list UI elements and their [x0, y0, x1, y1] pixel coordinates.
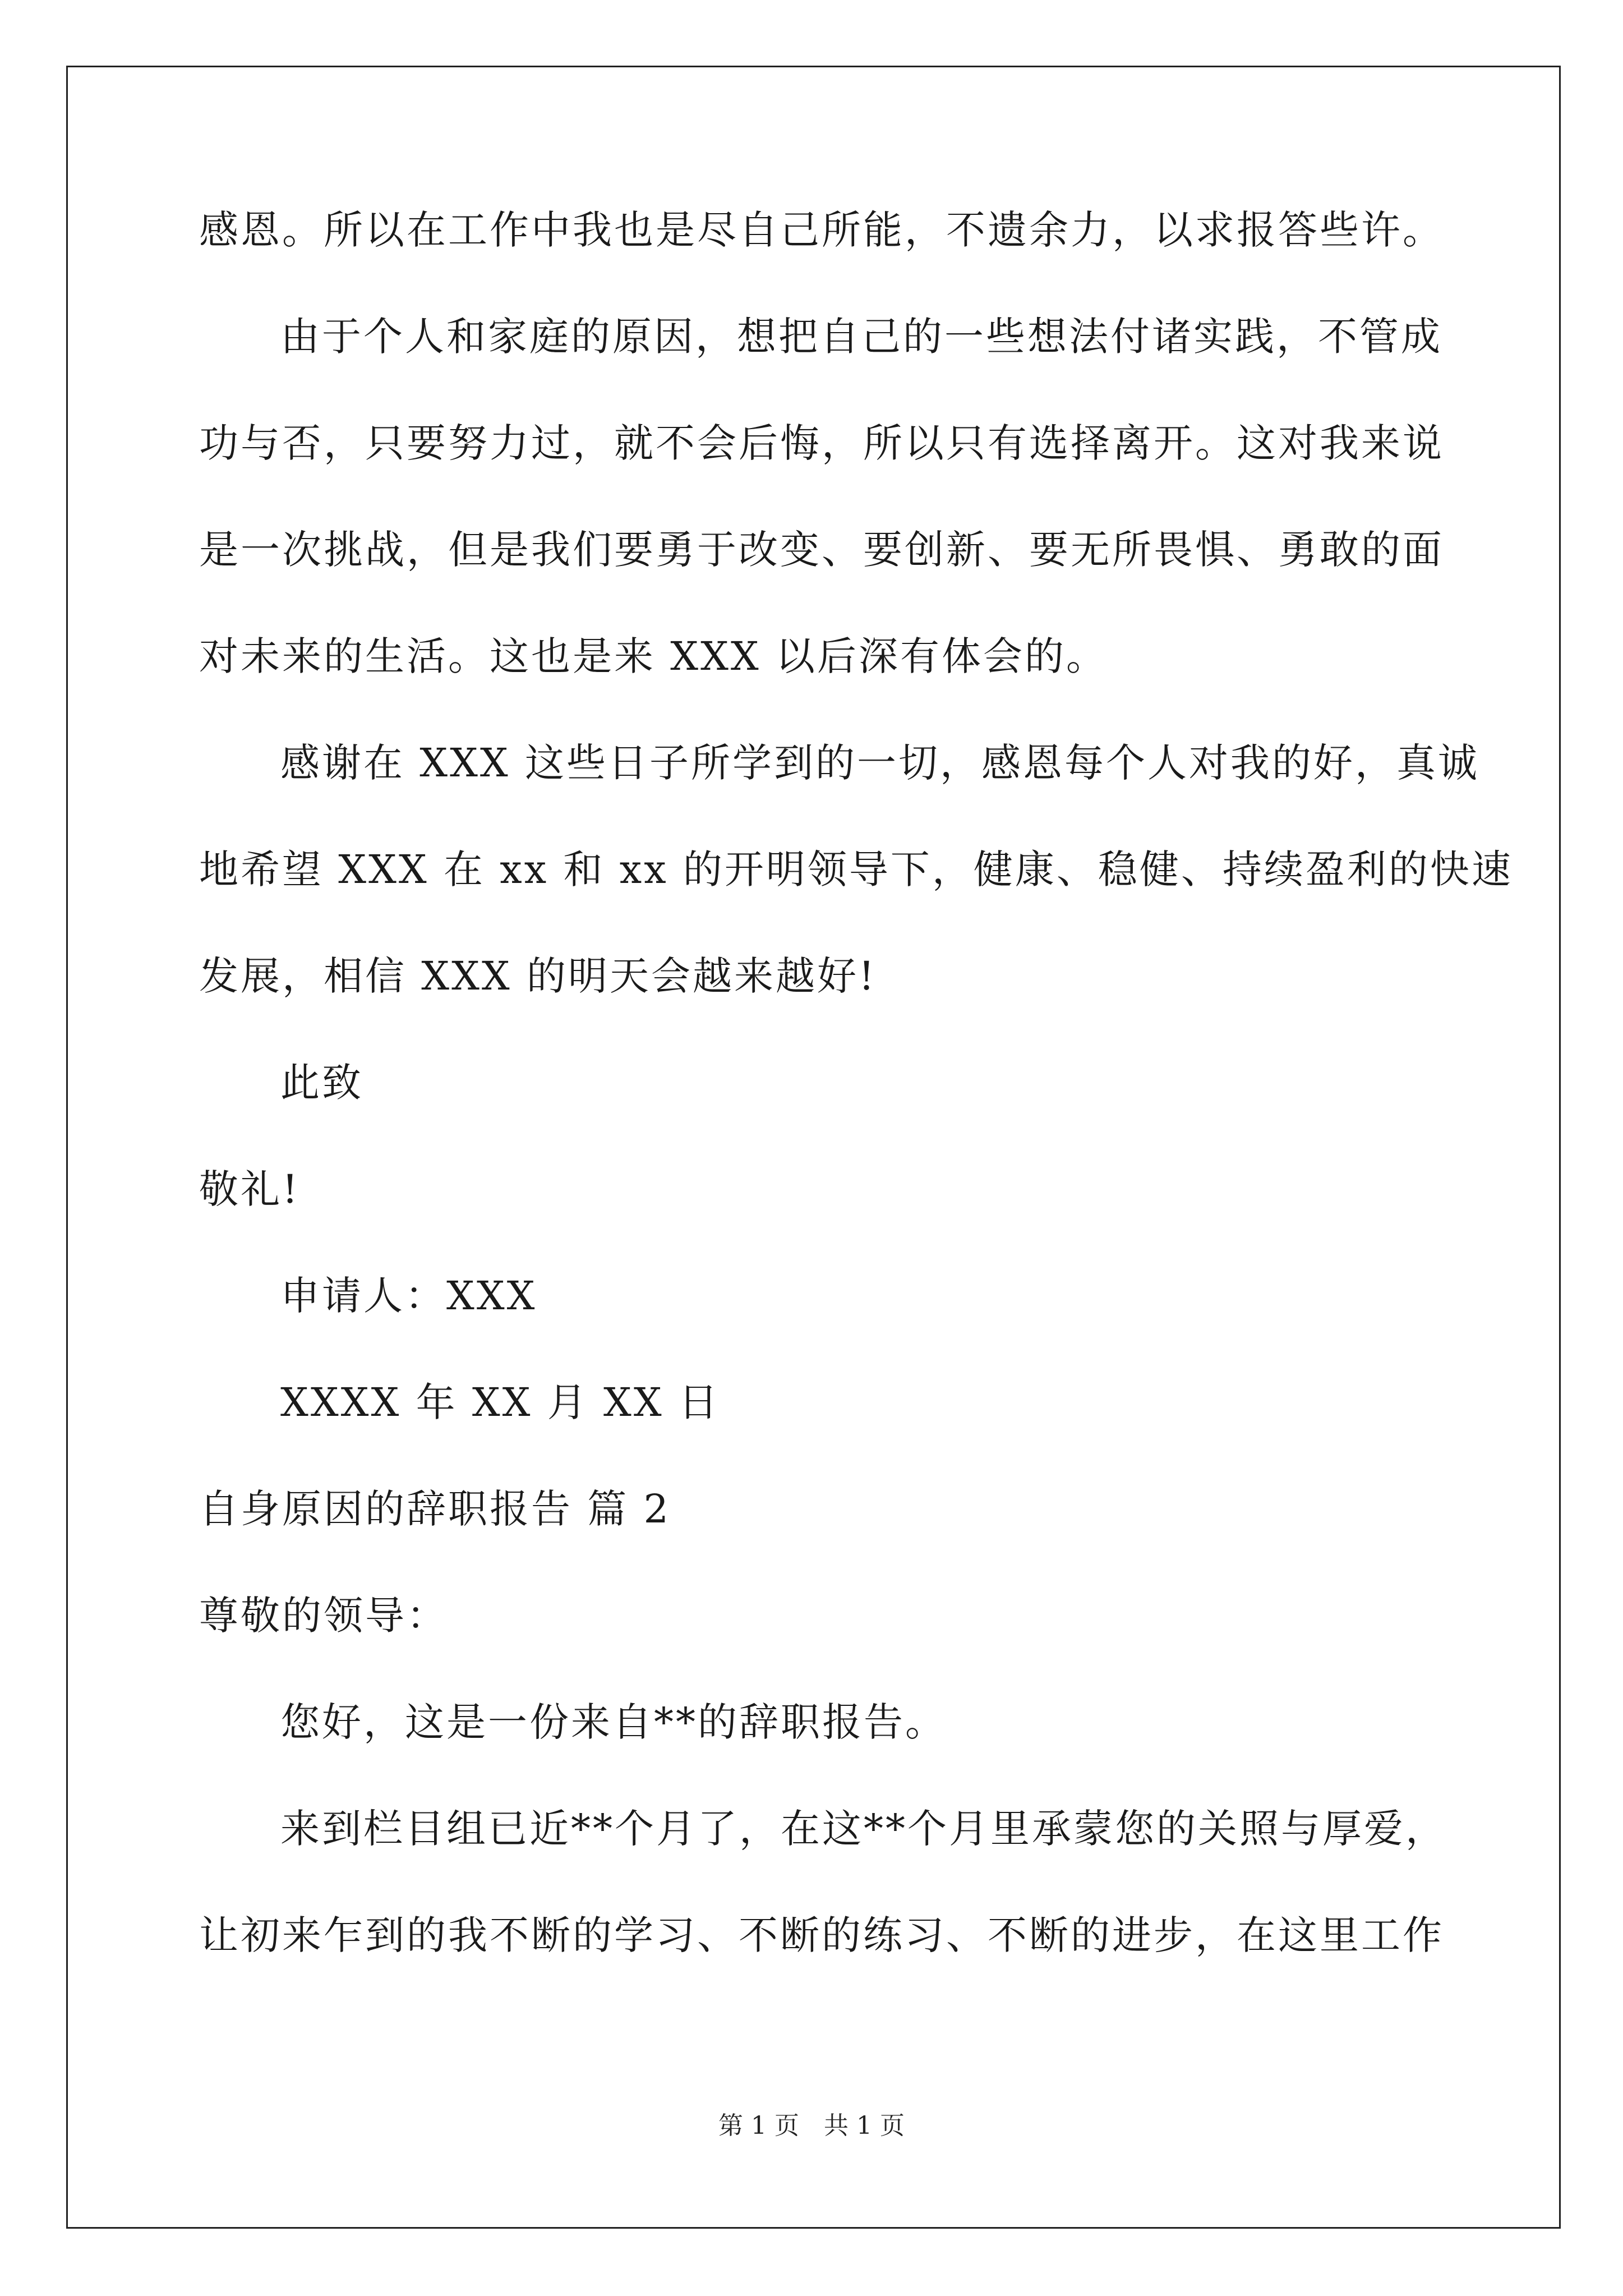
paragraph-line: 感谢在 XXX 这些日子所学到的一切，感恩每个人对我的好，真诚 — [280, 740, 1480, 786]
closing-salutation: 此致 — [280, 1060, 363, 1106]
paragraph-line: 来到栏目组已近**个月了，在这**个月里承蒙您的关照与厚爱， — [280, 1806, 1447, 1852]
paragraph-line: 您好，这是一份来自**的辞职报告。 — [280, 1699, 947, 1745]
paragraph-line: 感恩。所以在工作中我也是尽自己所能，不遗余力，以求报答些许。 — [199, 207, 1444, 253]
page-number-footer: 第 1 页 共 1 页 — [718, 2111, 905, 2140]
applicant-line: 申请人：XXX — [280, 1273, 537, 1319]
closing-regards: 敬礼! — [199, 1166, 301, 1212]
greeting-line: 尊敬的领导： — [199, 1593, 448, 1639]
paragraph-line: 是一次挑战，但是我们要勇于改变、要创新、要无所畏惧、勇敢的面 — [199, 527, 1444, 573]
paragraph-line: 发展，相信 XXX 的明天会越来越好! — [199, 953, 877, 999]
paragraph-line: 对未来的生活。这也是来 XXX 以后深有体会的。 — [199, 633, 1108, 679]
paragraph-line: 由于个人和家庭的原因，想把自己的一些想法付诸实践，不管成 — [280, 314, 1442, 360]
section-heading: 自身原因的辞职报告 篇 2 — [199, 1486, 671, 1532]
paragraph-line: 让初来乍到的我不断的学习、不断的练习、不断的进步，在这里工作 — [199, 1912, 1444, 1958]
paragraph-line: 地希望 XXX 在 xx 和 xx 的开明领导下，健康、稳健、持续盈利的快速 — [199, 846, 1513, 892]
date-line: XXXX 年 XX 月 XX 日 — [280, 1379, 720, 1425]
page-border — [66, 66, 1561, 2229]
paragraph-line: 功与否，只要努力过，就不会后悔，所以只有选择离开。这对我来说 — [199, 420, 1444, 466]
